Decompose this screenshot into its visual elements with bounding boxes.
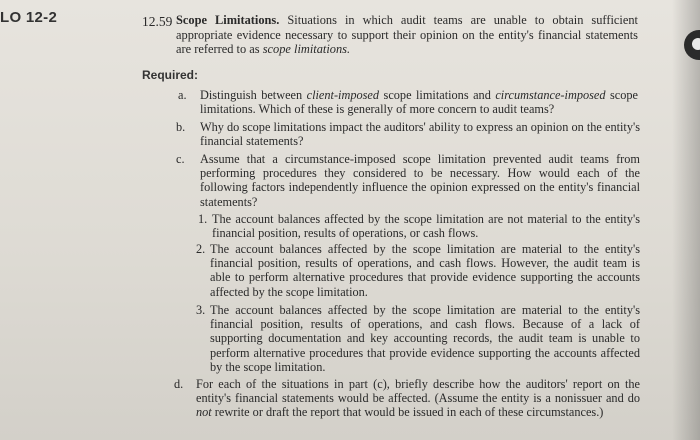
problem-intro: [176, 13, 638, 57]
requirement-c-sub-3-marker: 3.: [196, 303, 206, 317]
requirement-a-term-1: client-imposed: [306, 88, 380, 102]
requirement-d-text-1: For each of the situations in part (c), briefly describe how the auditors' report on the entity's financial statements would be affected. (Assume the entity is a nonissuer and do: [196, 377, 640, 406]
requirement-b-marker: b.: [176, 120, 186, 134]
requirement-a-text-2: scope limitations and: [379, 88, 496, 102]
requirement-c-sub-2-text: The account balances affected by the scope limitation are material to the entity's financial position, results of operations, and cash flows. However, the audit team is able to perform alternative procedures that provide evidence supporting the accounts affected by the scope limitation.: [210, 242, 640, 299]
problem-title: Scope Limitations.: [176, 13, 280, 27]
requirement-c-text: Assume that a circumstance-imposed scope limitation prevented audit teams from performing procedures they considered to be necessary. How would each of the following factors independently influence the opinion expressed on the entity's financial statements?: [200, 152, 640, 209]
requirement-d-text: [196, 377, 640, 420]
requirement-d-marker: d.: [174, 377, 184, 391]
problem-number: 12.59: [142, 14, 173, 29]
requirement-a-marker: a.: [178, 88, 187, 102]
requirement-c-marker: c.: [176, 152, 185, 166]
requirement-d-text-2: rewrite or draft the report that would be issued in each of these circumstances.): [211, 405, 604, 420]
problem-intro-term: scope limitations.: [262, 42, 351, 56]
requirement-c-sub-1-marker: 1.: [198, 212, 208, 226]
page-edge-shadow: [672, 0, 700, 440]
requirement-a-term-2: circumstance-imposed: [495, 88, 606, 102]
requirement-d-emphasis: not: [196, 405, 212, 420]
requirement-c-sub-2-marker: 2.: [196, 242, 206, 256]
required-heading: Required:: [142, 68, 199, 82]
requirement-c-sub-3-text: The account balances affected by the scope limitation are material to the entity's financial position, results of operations, and cash flows. Because of a lack of supporting documentation and key accounting records, the audit team is unable to perform alternative procedures that provide evidence supporting the accounts affected by the scope limitation.: [210, 303, 640, 374]
requirement-a-text-3: scope limitations. Which of these is generally of more concern to audit teams?: [200, 88, 638, 117]
requirement-a-text: [200, 88, 638, 116]
requirement-b-text: Why do scope limitations impact the auditors' ability to express an opinion on the entity's financial statements?: [200, 120, 640, 149]
requirement-c-sub-1-text: The account balances affected by the scope limitation are not material to the entity's financial position, results of operations, or cash flows.: [212, 212, 640, 241]
problem-intro-text: Situations in which audit teams are unable to obtain sufficient appropriate evidence necessary to support their opinion on the entity's financial statements are referred to as: [176, 13, 638, 56]
learning-objective-label: LO 12-2: [0, 9, 58, 26]
requirement-a-text-1: Distinguish between: [200, 88, 307, 102]
